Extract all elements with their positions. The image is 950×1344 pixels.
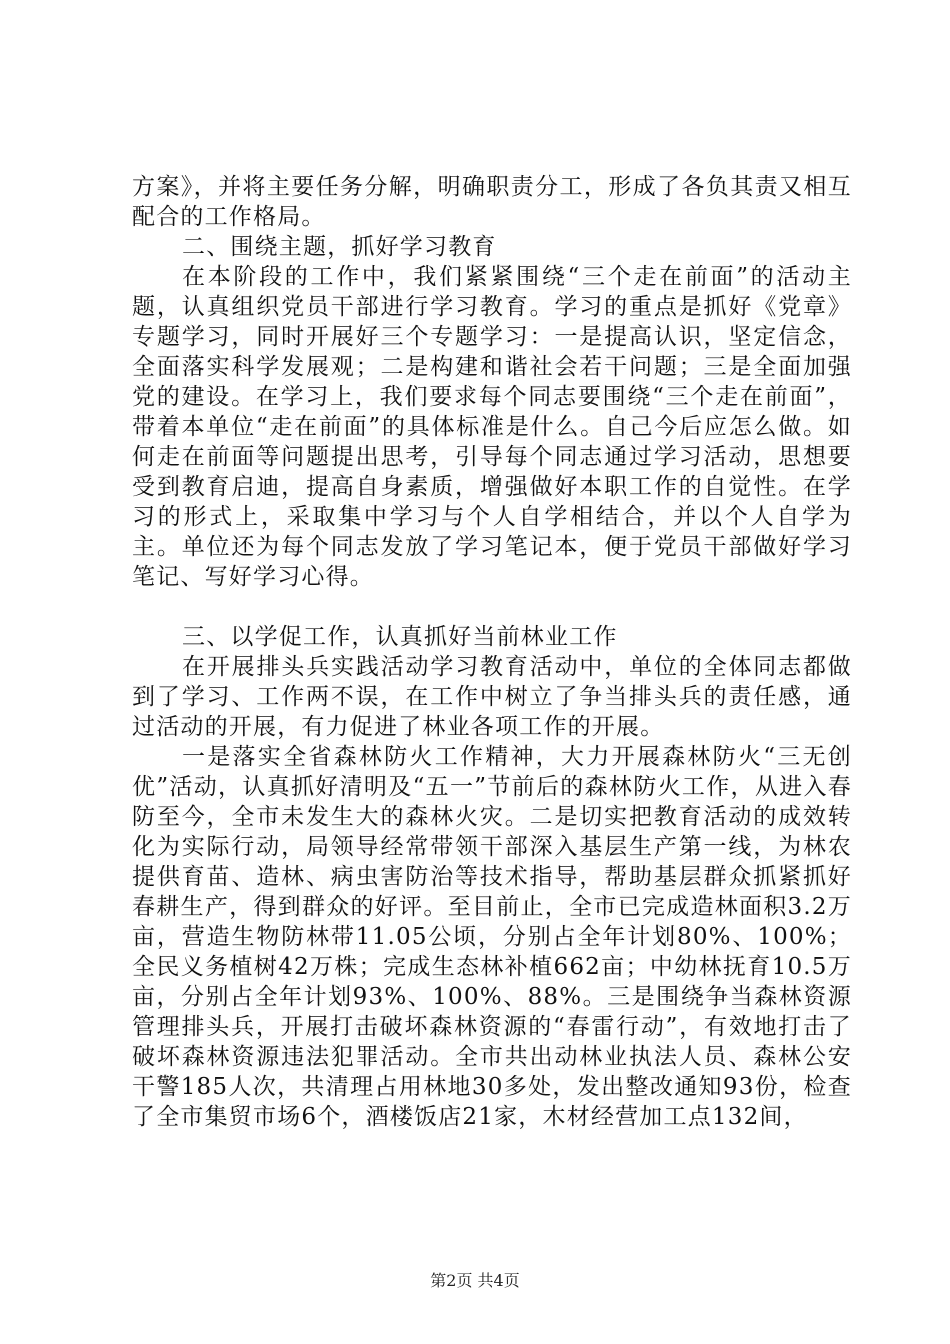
paragraph-forestry-work: 一是落实全省森林防火工作精神，大力开展森林防火“三无创优”活动，认真抓好清明及“五一”节前后的森林防火工作，从进入春防至今，全市未发生大的森林火灾。二是切实把教育活动的成效转化为实际行动，局领导经常带领干部深入基层生产第一线，为林农提供育苗、造林、病虫害防治等技术指导，帮助基层群众抓紧抓好春耕生产，得到群众的好评。至目前止，全市已完成造林面积3.2万亩，营造生物防林带11.05公顷，分别占全年计划80%、100%；全民义务植树42万株；完成生态林补植662亩；中幼林抚育10.5万亩，分别占全年计划93%、100%、88%。三是围绕争当森林资源管理排头兵，开展打击破坏森林资源的“春雷行动”，有效地打击了破坏森林资源违法犯罪活动。全市共出动林业执法人员、森林公安干警185人次，共清理占用林地30多处，发出整改通知93份，检查了全市集贸市场6个，酒楼饭店21家，木材经营加工点132间， — [132, 744, 852, 1130]
paragraph-study-education: 在本阶段的工作中，我们紧紧围绕“三个走在前面”的活动主题，认真组织党员干部进行学习教育。学习的重点是抓好《党章》专题学习，同时开展好三个专题学习：一是提高认识，坚定信念，全面落实科学发展观；二是构建和谐社会若干问题；三是全面加强党的建设。在学习上，我们要求每个同志要围绕“三个走在前面”，带着本单位“走在前面”的具体标准是什么。自己今后应怎么做。如何走在前面等问题提出思考，引导每个同志通过学习活动，思想要受到教育启迪，提高自身素质，增强做好本职工作的自觉性。在学习的形式上，采取集中学习与个人自学相结合，并以个人自学为主。单位还为每个同志发放了学习笔记本，便于党员干部做好学习笔记、写好学习心得。 — [132, 264, 852, 590]
paragraph-practice-activity: 在开展排头兵实践活动学习教育活动中，单位的全体同志都做到了学习、工作两不误，在工作中树立了争当排头兵的责任感，通过活动的开展，有力促进了林业各项工作的开展。 — [132, 654, 852, 740]
document-body — [132, 172, 852, 1132]
paragraph-continuation: 方案》，并将主要任务分解，明确职责分工，形成了各负其责又相互配合的工作格局。 — [132, 174, 852, 230]
page-number-footer: 第2页 共4页 — [430, 1271, 520, 1290]
section-heading-3: 三、以学促工作，认真抓好当前林业工作 — [182, 624, 618, 650]
section-heading-2: 二、围绕主题，抓好学习教育 — [182, 234, 497, 260]
